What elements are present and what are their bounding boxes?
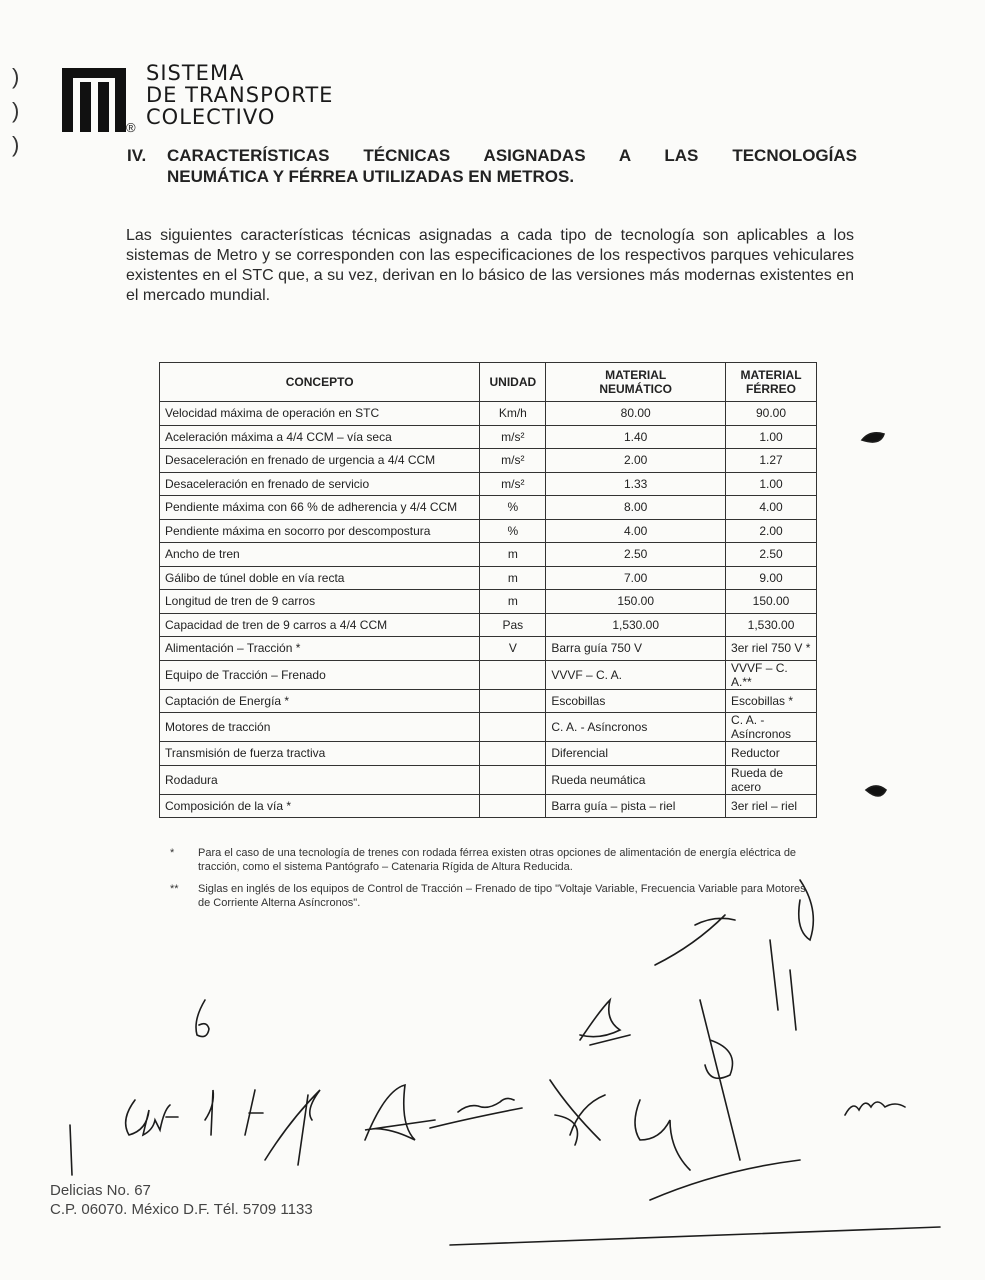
cell-ferreo: 1,530.00	[726, 613, 817, 637]
signature-mark	[799, 880, 814, 940]
col-header-unidad: UNIDAD	[480, 363, 546, 402]
col-header-neumatico-line-2: NEUMÁTICO	[599, 382, 672, 396]
cell-unidad: %	[480, 519, 546, 543]
cell-unidad: m	[480, 566, 546, 590]
cell-neumatico: Diferencial	[546, 742, 726, 766]
footnote-text: Siglas en inglés de los equipos de Control de Tracción – Frenado de tipo "Voltaje Variable, Frecuencia Variable para Motores de Corriente Alterna Asíncronos".	[198, 883, 806, 909]
cell-ferreo: 3er riel – riel	[726, 794, 817, 818]
address-line-1: Delicias No. 67	[50, 1182, 151, 1199]
cell-concepto: Rodadura	[160, 765, 480, 794]
heading-line-2: NEUMÁTICA Y FÉRREA UTILIZADAS EN METROS.	[167, 167, 575, 186]
cell-concepto: Pendiente máxima en socorro por descompostura	[160, 519, 480, 543]
cell-concepto: Ancho de tren	[160, 543, 480, 567]
cell-ferreo: 2.50	[726, 543, 817, 567]
intro-paragraph: Las siguientes características técnicas asignadas a cada tipo de tecnología son aplicables a los sistemas de Metro y se corresponden con las especificaciones de los respectivos parques vehiculares existentes en el STC que, a su vez, derivan en lo básico de las versiones más modernas existentes en el mercado mundial.	[126, 227, 854, 304]
cell-neumatico: 150.00	[546, 590, 726, 614]
signature-mark	[655, 915, 735, 965]
cell-ferreo: Rueda de acero	[726, 765, 817, 794]
cell-unidad: Pas	[480, 613, 546, 637]
address-footer	[50, 1181, 313, 1219]
cell-concepto: Capacidad de tren de 9 carros a 4/4 CCM	[160, 613, 480, 637]
signature-mark	[845, 1102, 905, 1115]
cell-unidad: V	[480, 637, 546, 661]
signature-mark	[450, 1227, 940, 1245]
cell-neumatico: VVVF – C. A.	[546, 660, 726, 689]
cell-ferreo: 9.00	[726, 566, 817, 590]
section-number: IV.	[127, 146, 147, 165]
registered-mark: ®	[126, 120, 136, 135]
cell-neumatico: C. A. - Asíncronos	[546, 713, 726, 742]
signature-mark	[196, 1000, 209, 1037]
col-header-ferreo-line-2: FÉRREO	[746, 382, 797, 396]
cell-ferreo: 4.00	[726, 496, 817, 520]
cell-ferreo: C. A. - Asíncronos	[726, 713, 817, 742]
cell-neumatico: Barra guía – pista – riel	[546, 794, 726, 818]
address-line-2: C.P. 06070. México D.F. Tél. 5709 1133	[50, 1201, 313, 1218]
cell-unidad: m	[480, 590, 546, 614]
col-header-ferreo-line-1: MATERIAL	[740, 368, 802, 382]
cell-unidad: Km/h	[480, 402, 546, 426]
footnote-mark: *	[170, 847, 175, 859]
cell-unidad: m/s²	[480, 449, 546, 473]
cell-concepto: Alimentación – Tracción *	[160, 637, 480, 661]
signature-mark	[365, 1085, 435, 1140]
ink-blot	[866, 786, 886, 796]
cell-concepto: Equipo de Tracción – Frenado	[160, 660, 480, 689]
signature-mark	[70, 1125, 72, 1175]
signature-mark	[126, 1100, 178, 1135]
cell-neumatico: Escobillas	[546, 689, 726, 713]
cell-concepto: Transmisión de fuerza tractiva	[160, 742, 480, 766]
cell-neumatico: 2.00	[546, 449, 726, 473]
cell-unidad: m/s²	[480, 425, 546, 449]
cell-concepto: Gálibo de túnel doble en vía recta	[160, 566, 480, 590]
cell-neumatico: 7.00	[546, 566, 726, 590]
cell-ferreo: 90.00	[726, 402, 817, 426]
col-header-neumatico-line-1: MATERIAL	[605, 368, 667, 382]
cell-concepto: Velocidad máxima de operación en STC	[160, 402, 480, 426]
cell-ferreo: 2.00	[726, 519, 817, 543]
cell-neumatico: Barra guía 750 V	[546, 637, 726, 661]
signature-mark	[635, 1100, 690, 1170]
cell-neumatico: 1,530.00	[546, 613, 726, 637]
footnote-mark: **	[170, 883, 179, 895]
cell-unidad: m/s²	[480, 472, 546, 496]
cell-ferreo: 1.27	[726, 449, 817, 473]
cell-ferreo: Escobillas *	[726, 689, 817, 713]
cell-neumatico: 8.00	[546, 496, 726, 520]
signature-mark	[650, 1160, 800, 1200]
cell-concepto: Pendiente máxima con 66 % de adherencia y 4/4 CCM	[160, 496, 480, 520]
cell-neumatico: 2.50	[546, 543, 726, 567]
cell-concepto: Aceleración máxima a 4/4 CCM – vía seca	[160, 425, 480, 449]
signature-mark	[580, 1000, 630, 1045]
heading-line-1: CARACTERÍSTICAS TÉCNICAS ASIGNADAS A LAS TECNOLOGÍAS	[167, 146, 857, 165]
cell-concepto: Composición de la vía *	[160, 794, 480, 818]
cell-ferreo: Reductor	[726, 742, 817, 766]
cell-neumatico: 1.33	[546, 472, 726, 496]
cell-concepto: Longitud de tren de 9 carros	[160, 590, 480, 614]
col-header-concepto: CONCEPTO	[160, 363, 480, 402]
cell-concepto: Desaceleración en frenado de servicio	[160, 472, 480, 496]
signature-mark	[700, 1000, 740, 1160]
cell-concepto: Captación de Energía *	[160, 689, 480, 713]
cell-ferreo: 3er riel 750 V *	[726, 637, 817, 661]
logo-line-3: COLECTIVO	[146, 105, 276, 129]
cell-ferreo: 1.00	[726, 425, 817, 449]
signature-mark	[550, 1080, 605, 1145]
signature-mark	[245, 1090, 263, 1135]
cell-neumatico: Rueda neumática	[546, 765, 726, 794]
cell-neumatico: 1.40	[546, 425, 726, 449]
ink-blot	[862, 433, 884, 442]
punch-marks: ) ) )	[12, 64, 20, 157]
footnote-text: Para el caso de una tecnología de trenes con rodada férrea existen otras opciones de alimentación de energía eléctrica de tracción, como el sistema Pantógrafo – Catenaria Rígida de Altura Reducida.	[198, 847, 797, 873]
cell-unidad: m	[480, 543, 546, 567]
cell-neumatico: 4.00	[546, 519, 726, 543]
signature-mark	[430, 1098, 522, 1128]
signature-mark	[770, 940, 796, 1030]
logo-line-1: SISTEMA	[146, 61, 245, 85]
cell-ferreo: VVVF – C. A.**	[726, 660, 817, 689]
signature-mark	[205, 1090, 213, 1135]
signature-mark	[265, 1090, 320, 1165]
cell-unidad: %	[480, 496, 546, 520]
cell-ferreo: 1.00	[726, 472, 817, 496]
cell-concepto: Motores de tracción	[160, 713, 480, 742]
cell-ferreo: 150.00	[726, 590, 817, 614]
cell-neumatico: 80.00	[546, 402, 726, 426]
cell-concepto: Desaceleración en frenado de urgencia a 4/4 CCM	[160, 449, 480, 473]
logo-line-2: DE TRANSPORTE	[146, 83, 334, 107]
